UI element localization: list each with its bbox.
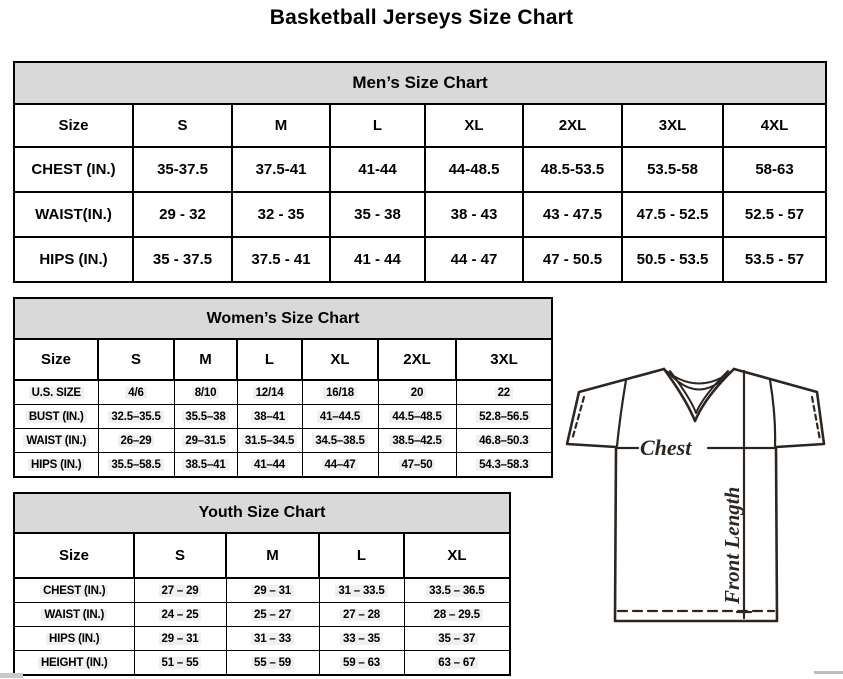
table-cell [237,405,302,429]
column-header: Size [14,533,134,578]
cell-text: 34.5–38.5 [312,435,367,447]
chest-label: Chest [640,435,692,460]
table-cell [456,405,552,429]
table-cell: 52.5 - 57 [723,192,826,237]
cell-text: 25 – 27 [251,609,294,621]
row-label-text: BUST (IN.) [26,411,87,423]
column-header: S [98,339,174,380]
scrollbar-fragment [0,673,23,678]
table-cell [404,578,510,603]
cell-text: 59 – 63 [340,657,383,669]
cell-text: 35.5–38 [182,411,228,423]
column-header: M [226,533,319,578]
table-row [14,147,826,192]
table-cell [302,429,378,453]
table-cell [378,453,456,478]
cell-text: 29 – 31 [251,585,294,597]
cell-text: 35 – 37 [435,633,478,645]
column-header: XL [425,104,523,147]
cell-text: 31 – 33.5 [335,585,387,597]
table-cell [98,380,174,405]
table-cell: 38 - 43 [425,192,523,237]
table-cell: 50.5 - 53.5 [622,237,723,282]
jersey-seam-left [617,380,626,446]
row-label [14,380,98,405]
table-cell [456,429,552,453]
table-cell: 44 - 47 [425,237,523,282]
cell-text: 27 – 29 [159,585,202,597]
cell-text: 44–47 [322,459,359,471]
table-row [14,578,510,603]
jersey-seam-right [770,380,775,446]
table-cell: 58-63 [723,147,826,192]
table-row [14,603,510,627]
row-label [14,429,98,453]
row-label-text: WAIST (IN.) [41,609,107,621]
table-cell: 53.5 - 57 [723,237,826,282]
table-row [14,380,552,405]
column-header: L [319,533,404,578]
row-label-text: HEIGHT (IN.) [38,657,111,669]
cell-text: 20 [408,387,426,399]
cell-text: 22 [495,387,513,399]
cell-text: 35.5–58.5 [108,459,163,471]
table-row [14,237,826,282]
column-header: S [133,104,232,147]
table-cell [404,603,510,627]
mens-header-row [14,104,826,147]
table-cell: 43 - 47.5 [523,192,622,237]
cell-text: 41–44.5 [317,411,363,423]
table-cell [237,380,302,405]
table-row [14,627,510,651]
womens-table-title: Women’s Size Chart [14,298,552,339]
cell-text: 4/6 [125,387,146,399]
table-cell [319,603,404,627]
table-cell [174,405,237,429]
row-label-text: WAIST (IN.) [23,435,89,447]
table-cell [98,429,174,453]
cell-text: 33.5 – 36.5 [426,585,487,597]
womens-header-row [14,339,552,380]
table-cell: 41-44 [330,147,425,192]
table-cell: 37.5-41 [232,147,330,192]
table-cell [319,627,404,651]
table-cell [226,578,319,603]
table-cell [174,429,237,453]
cell-text: 32.5–35.5 [108,411,163,423]
column-header: XL [302,339,378,380]
table-cell: 35 - 38 [330,192,425,237]
table-cell [456,380,552,405]
table-cell [378,380,456,405]
row-label-text: CHEST (IN.) [40,585,108,597]
table-cell: 47 - 50.5 [523,237,622,282]
column-header: L [330,104,425,147]
table-cell [404,627,510,651]
column-header: 3XL [456,339,552,380]
table-cell: 48.5-53.5 [523,147,622,192]
cell-text: 41–44 [251,459,288,471]
column-header: 2XL [378,339,456,380]
row-label [14,453,98,478]
row-label [14,405,98,429]
cell-text: 38.5–41 [182,459,228,471]
row-label: CHEST (IN.) [14,147,133,192]
table-row [14,453,552,478]
cell-text: 54.3–58.3 [476,459,531,471]
cell-text: 31.5–34.5 [242,435,297,447]
table-cell [134,651,226,676]
cell-text: 63 – 67 [435,657,478,669]
row-label [14,603,134,627]
column-header: Size [14,104,133,147]
cell-text: 38–41 [251,411,288,423]
table-cell [404,651,510,676]
row-label [14,627,134,651]
table-cell [174,380,237,405]
table-cell [98,405,174,429]
mens-table-title: Men’s Size Chart [14,62,826,104]
table-cell: 47.5 - 52.5 [622,192,723,237]
table-cell [237,453,302,478]
table-cell: 53.5-58 [622,147,723,192]
table-cell [319,651,404,676]
table-cell: 41 - 44 [330,237,425,282]
cell-text: 52.8–56.5 [476,411,531,423]
cell-text: 33 – 35 [340,633,383,645]
cell-text: 51 – 55 [159,657,202,669]
cell-text: 8/10 [192,387,220,399]
cell-text: 28 – 29.5 [431,609,483,621]
cell-text: 16/18 [323,387,357,399]
cell-text: 12/14 [253,387,287,399]
table-cell [174,453,237,478]
cell-text: 47–50 [399,459,436,471]
front-length-label: Front Length [720,486,744,604]
womens-size-table [13,297,553,478]
cell-text: 27 – 28 [340,609,383,621]
scrollbar-fragment [814,671,843,674]
column-header: XL [404,533,510,578]
page-title: Basketball Jerseys Size Chart [269,6,574,29]
row-label-text: HIPS (IN.) [46,633,102,645]
table-cell [302,380,378,405]
jersey-outline [567,369,824,621]
row-label-text: U.S. SIZE [29,387,84,399]
table-cell [134,578,226,603]
table-cell [134,627,226,651]
row-label: HIPS (IN.) [14,237,133,282]
table-row [14,192,826,237]
cell-text: 31 – 33 [251,633,294,645]
column-header: M [232,104,330,147]
cell-text: 46.8–50.3 [476,435,531,447]
table-cell: 29 - 32 [133,192,232,237]
table-cell [378,429,456,453]
table-cell [378,405,456,429]
column-header: 3XL [622,104,723,147]
table-cell [302,405,378,429]
column-header: 2XL [523,104,622,147]
table-cell: 37.5 - 41 [232,237,330,282]
table-cell [134,603,226,627]
table-cell [226,603,319,627]
column-header: Size [14,339,98,380]
column-header: M [174,339,237,380]
table-cell: 32 - 35 [232,192,330,237]
cell-text: 55 – 59 [251,657,294,669]
table-cell: 44-48.5 [425,147,523,192]
table-cell: 35 - 37.5 [133,237,232,282]
table-cell [302,453,378,478]
table-cell [226,651,319,676]
table-cell [98,453,174,478]
table-cell [226,627,319,651]
table-cell [237,429,302,453]
youth-header-row [14,533,510,578]
table-row [14,429,552,453]
row-label [14,578,134,603]
table-row [14,651,510,676]
cell-text: 44.5–48.5 [389,411,444,423]
table-row [14,405,552,429]
table-cell: 35-37.5 [133,147,232,192]
youth-size-table [13,492,511,676]
row-label-text: HIPS (IN.) [28,459,84,471]
column-header: 4XL [723,104,826,147]
column-header: S [134,533,226,578]
table-cell [456,453,552,478]
cell-text: 29–31.5 [182,435,228,447]
cell-text: 38.5–42.5 [389,435,444,447]
jersey-diagram [562,361,834,627]
row-label: WAIST(IN.) [14,192,133,237]
youth-table-title: Youth Size Chart [14,493,510,533]
mens-size-table [13,61,827,283]
row-label [14,651,134,676]
cell-text: 26–29 [118,435,155,447]
cell-text: 29 – 31 [159,633,202,645]
table-cell [319,578,404,603]
cell-text: 24 – 25 [159,609,202,621]
column-header: L [237,339,302,380]
